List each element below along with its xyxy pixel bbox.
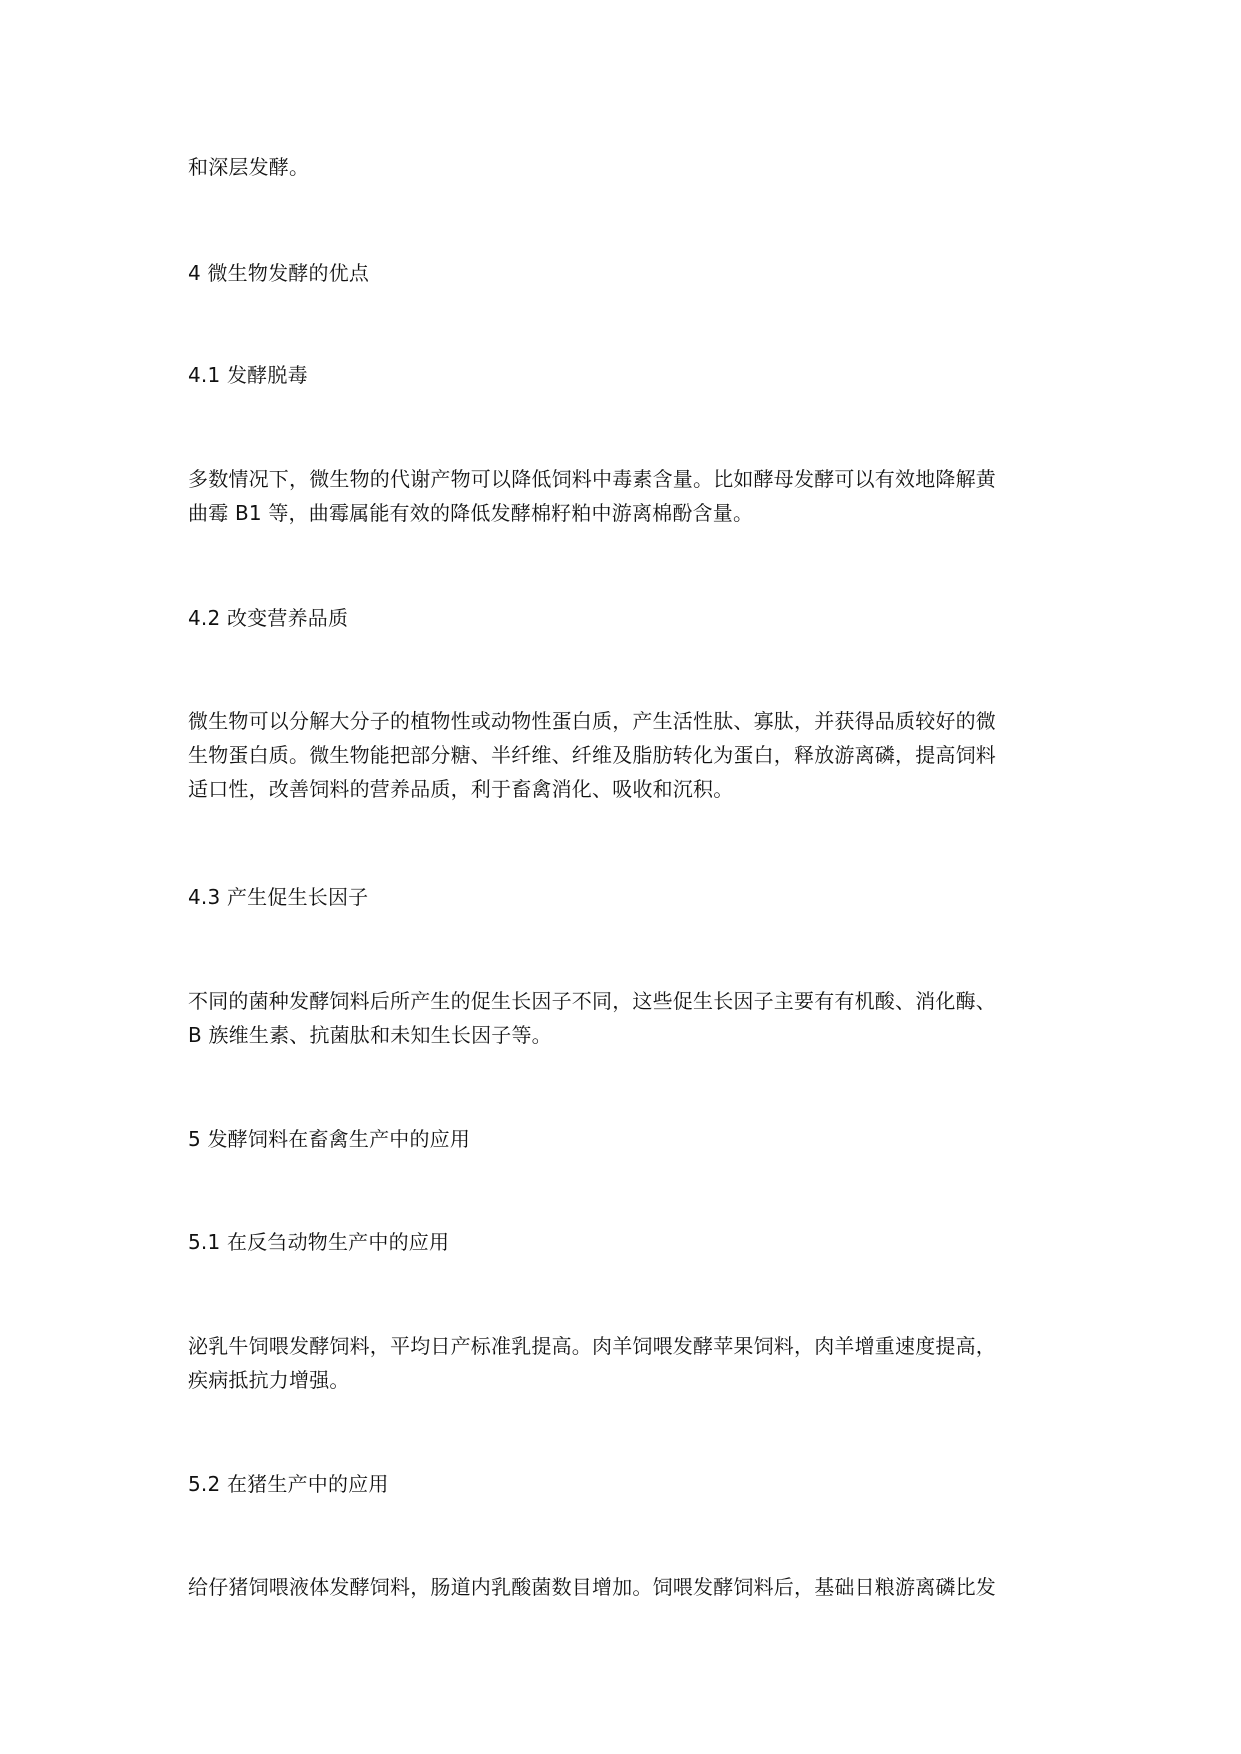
paragraph-line: 适口性，改善饲料的营养品质，利于畜禽消化、吸收和沉积。 [188,777,734,801]
paragraph-5-2-line: 给仔猪饲喂液体发酵饲料，肠道内乳酸菌数目增加。饲喂发酵饲料后，基础日粮游离磷比发 [188,1575,996,1599]
paragraph-line: 疾病抵抗力增强。 [188,1368,350,1392]
paragraph-line: 不同的菌种发酵饲料后所产生的促生长因子不同，这些促生长因子主要有有机酸、消化酶、 [188,989,996,1013]
subsection-heading-4-2: 4.2 改变营养品质 [188,606,349,630]
paragraph-fragment: 和深层发酵。 [188,155,310,179]
subsection-heading-5-1: 5.1 在反刍动物生产中的应用 [188,1230,450,1254]
paragraph-4-2 [188,704,1068,806]
section-heading-4: 4 微生物发酵的优点 [188,261,370,285]
subsection-heading-4-1: 4.1 发酵脱毒 [188,363,308,387]
paragraph-line: 曲霉 B1 等，曲霉属能有效的降低发酵棉籽粕中游离棉酚含量。 [188,501,754,525]
subsection-heading-5-2: 5.2 在猪生产中的应用 [188,1472,389,1496]
section-heading-5: 5 发酵饲料在畜禽生产中的应用 [188,1127,471,1151]
paragraph-line: 生物蛋白质。微生物能把部分糖、半纤维、纤维及脂肪转化为蛋白，释放游离磷，提高饲料 [188,743,996,767]
paragraph-4-1 [188,462,1068,530]
paragraph-line: 多数情况下，微生物的代谢产物可以降低饲料中毒素含量。比如酵母发酵可以有效地降解黄 [188,467,996,491]
subsection-heading-4-3: 4.3 产生促生长因子 [188,885,369,909]
paragraph-4-3 [188,984,1068,1052]
paragraph-5-1 [188,1329,1068,1397]
paragraph-line: 泌乳牛饲喂发酵饲料，平均日产标准乳提高。肉羊饲喂发酵苹果饲料，肉羊增重速度提高， [188,1334,996,1358]
paragraph-line: B 族维生素、抗菌肽和未知生长因子等。 [188,1023,552,1047]
paragraph-line: 微生物可以分解大分子的植物性或动物性蛋白质，产生活性肽、寡肽，并获得品质较好的微 [188,709,996,733]
